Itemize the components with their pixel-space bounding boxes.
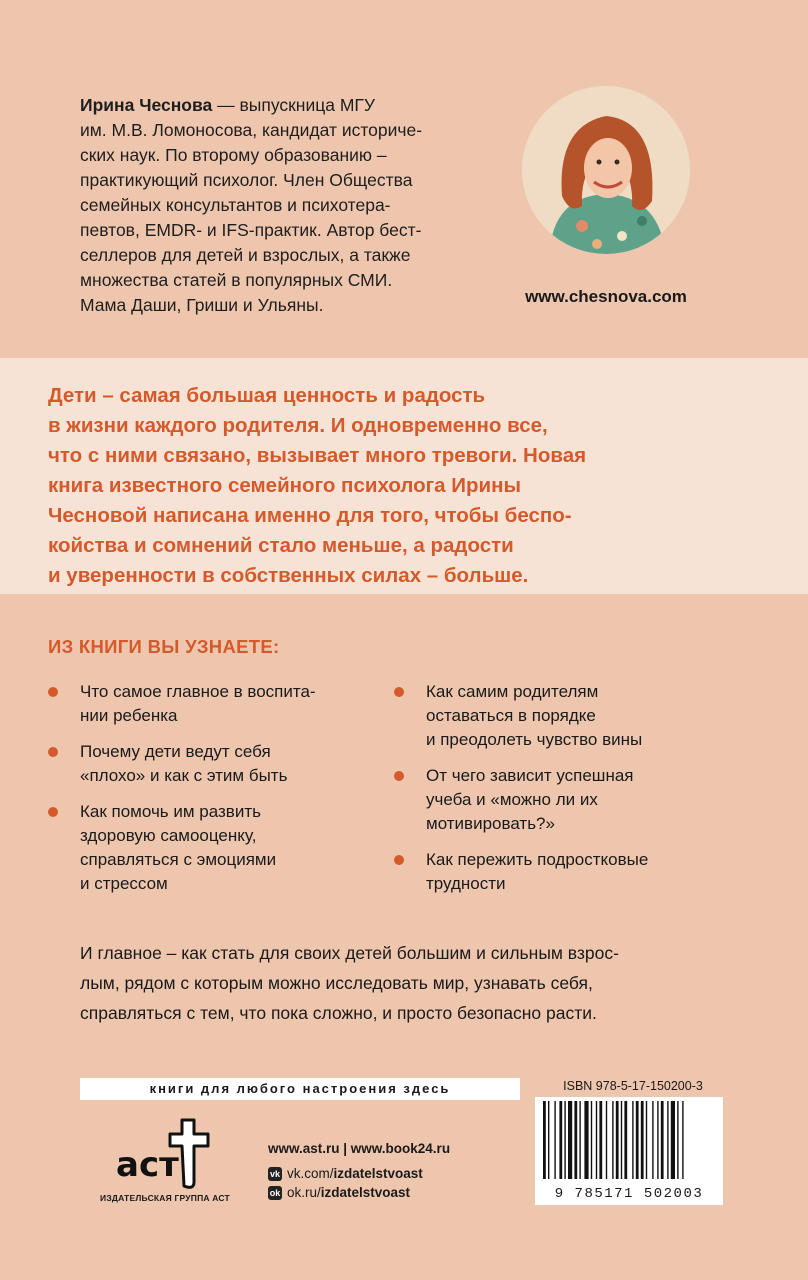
bullet-dot-icon: [394, 687, 404, 697]
list-item-text: От чего зависит успешная учеба и «можно ли их мотивировать?»: [426, 766, 634, 833]
bio-line: им. М.В. Ломоносова, кандидат историче-: [80, 120, 423, 140]
bio-line: ских наук. По второму образованию –: [80, 145, 387, 165]
closing-line: справляться с тем, что пока сложно, и просто безопасно расти.: [80, 1003, 597, 1023]
list-item: [48, 800, 348, 896]
barcode-bar: [584, 1101, 588, 1179]
ok-link[interactable]: [268, 1185, 450, 1200]
barcode-bar: [657, 1101, 658, 1179]
barcode-bar: [646, 1101, 647, 1179]
closing-line: лым, рядом с которым можно исследовать мир, узнавать себя,: [80, 973, 593, 993]
list-item: [48, 740, 348, 788]
barcode-bar: [568, 1101, 572, 1179]
list-item: [394, 848, 694, 896]
isbn-label: ISBN 978-5-17-150200-3: [563, 1079, 703, 1093]
barcode-bar: [564, 1101, 565, 1179]
closing-line: И главное – как стать для своих детей большим и сильным взрос-: [80, 943, 619, 963]
list-item-text: Как помочь им развить здоровую самооценку, справляться с эмоциями и стрессом: [80, 802, 277, 893]
bullet-dot-icon: [48, 687, 58, 697]
learn-title: ИЗ КНИГИ ВЫ УЗНАЕТЕ:: [48, 636, 280, 657]
logo-text: аст: [116, 1145, 179, 1185]
barcode-bar: [554, 1101, 555, 1179]
publisher-name: ИЗДАТЕЛЬСКАЯ ГРУППА АСТ: [100, 1193, 230, 1203]
author-name: Ирина Чеснова: [80, 95, 213, 115]
lead-line: книга известного семейного психолога Ирины: [48, 474, 522, 497]
lead-line: Дети – самая большая ценность и радость: [48, 384, 486, 407]
barcode-bar: [616, 1101, 619, 1179]
barcode-bar: [548, 1101, 549, 1179]
bio-line: — выпускница МГУ: [212, 95, 376, 115]
barcode-digits: 9 785171 502003: [554, 1186, 704, 1202]
web-links[interactable]: www.ast.ru | www.book24.ru: [268, 1141, 451, 1156]
vk-prefix: vk.com/: [287, 1166, 334, 1181]
list-item-text: Как самим родителям оставаться в порядке и преодолеть чувство вины: [426, 682, 643, 749]
bio-line: практикующий психолог. Член Общества: [80, 170, 413, 190]
barcode-bar: [574, 1101, 577, 1179]
list-item: [394, 680, 694, 752]
bio-line: певтов, EMDR- и IFS-практик. Автор бест-: [80, 220, 422, 240]
learn-list-left: [48, 680, 348, 908]
bio-line: Мама Даши, Гриши и Ульяны.: [80, 295, 324, 315]
barcode-bar: [599, 1101, 602, 1179]
barcode-bar: [682, 1101, 683, 1179]
lead-line: что с ними связано, вызывает много тревоги. Новая: [48, 444, 587, 467]
barcode-bar: [543, 1101, 546, 1179]
barcode-bar: [591, 1101, 592, 1179]
bullet-dot-icon: [48, 807, 58, 817]
ok-icon: ok: [269, 1187, 281, 1198]
barcode-bar: [652, 1101, 653, 1179]
ast-logo: [110, 1112, 220, 1192]
list-item-text: Что самое главное в воспита- нии ребенка: [80, 682, 316, 725]
barcode-bar: [661, 1101, 664, 1179]
bio-line: множества статей в популярных СМИ.: [80, 270, 393, 290]
barcode-bar: [636, 1101, 639, 1179]
author-photo: [522, 86, 690, 254]
barcode-bar: [624, 1101, 627, 1179]
barcode-bar: [559, 1101, 562, 1179]
barcode-bar: [606, 1101, 607, 1179]
barcode-bar: [579, 1101, 580, 1179]
bio-line: селлеров для детей и взрослых, а также: [80, 245, 411, 265]
vk-handle: izdatelstvoast: [333, 1166, 423, 1181]
barcode-bar: [596, 1101, 597, 1179]
vk-link[interactable]: [268, 1166, 450, 1181]
lead-line: койства и сомнений стало меньше, а радости: [48, 534, 514, 557]
ok-prefix: ok.ru/: [287, 1185, 321, 1200]
list-item-text: Почему дети ведут себя «плохо» и как с этим быть: [80, 742, 288, 785]
bullet-dot-icon: [394, 855, 404, 865]
lead-line: Чесновой написана именно для того, чтобы беспо-: [48, 504, 572, 527]
author-website[interactable]: www.chesnova.com: [525, 287, 687, 306]
closing-paragraph: [80, 938, 720, 1028]
barcode-bar: [677, 1101, 678, 1179]
lead-paragraph: [48, 381, 748, 591]
barcode-bar: [612, 1101, 613, 1179]
lead-line: и уверенности в собственных силах – больше.: [48, 564, 529, 587]
bio-line: семейных консультантов и психотера-: [80, 195, 391, 215]
barcode-bar: [641, 1101, 644, 1179]
list-item: [48, 680, 348, 728]
ok-handle: izdatelstvoast: [320, 1185, 411, 1200]
barcode-bar: [621, 1101, 622, 1179]
learn-list-right: [394, 680, 694, 908]
list-item-text: Как пережить подростковые трудности: [426, 850, 649, 893]
tagline-strip: книги для любого настроения здесь: [80, 1078, 520, 1100]
bullet-dot-icon: [394, 771, 404, 781]
author-bio: [80, 93, 480, 318]
barcode-bar: [671, 1101, 675, 1179]
barcode-bar: [632, 1101, 633, 1179]
barcode-bar: [667, 1101, 668, 1179]
vk-icon: vk: [269, 1168, 280, 1179]
bullet-dot-icon: [48, 747, 58, 757]
list-item: [394, 764, 694, 836]
lead-line: в жизни каждого родителя. И одновременно все,: [48, 414, 548, 437]
publisher-links: [268, 1141, 450, 1204]
